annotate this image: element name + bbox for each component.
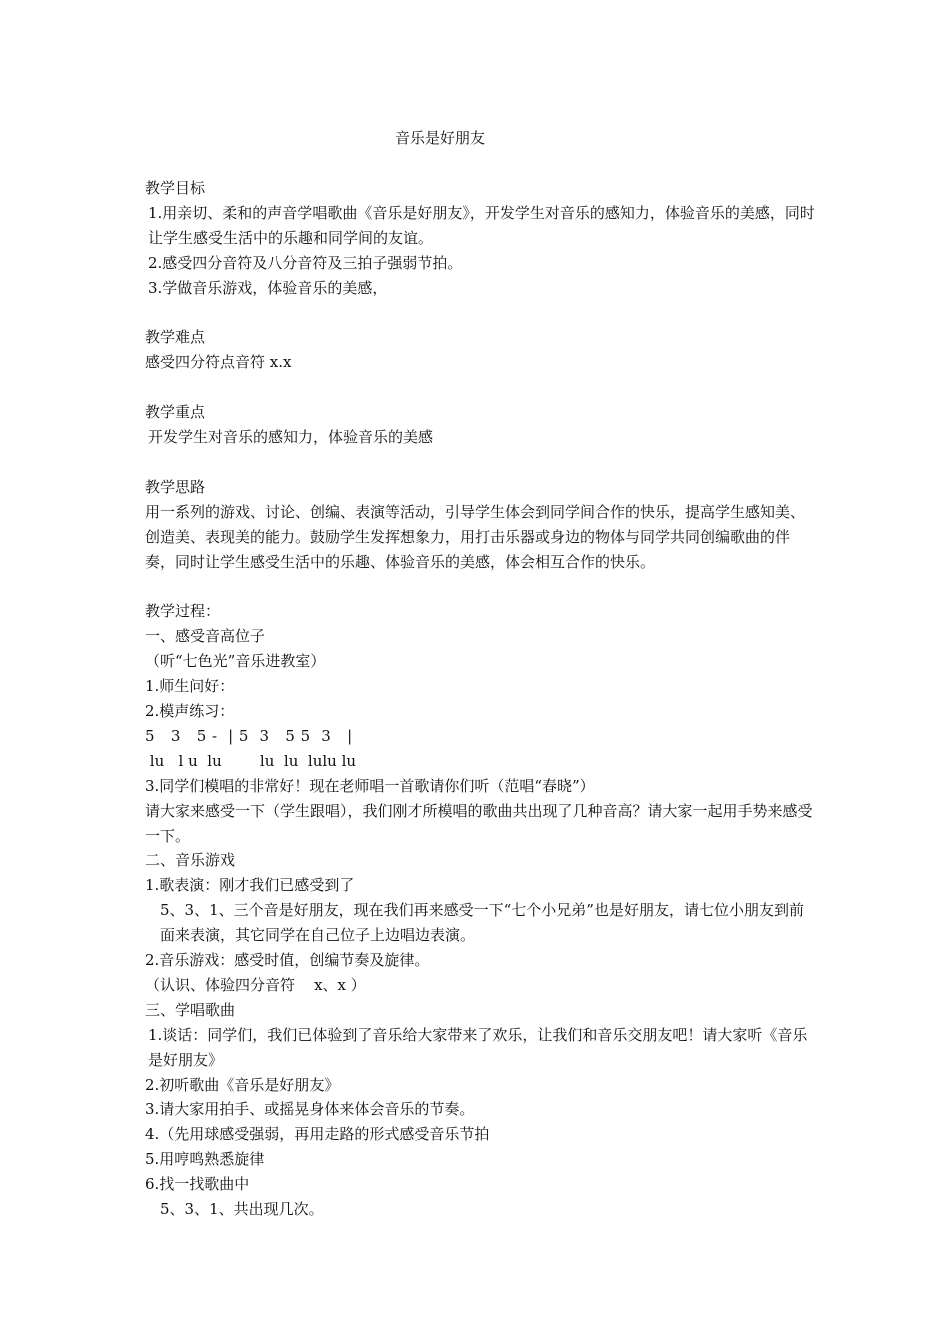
music-notation: 5 3 5 - | 5 3 5 5 3 | (145, 726, 353, 745)
part3-step-detail: 5、3、1、共出现几次。 (160, 1200, 324, 1219)
difficulty-text: 感受四分符点音符 x.x (145, 353, 292, 372)
notation-syllables: lu l u lu lu lu lulu lu (145, 751, 357, 770)
part3-title: 三、学唱歌曲 (145, 1000, 236, 1019)
keypoint-heading: 教学重点 (145, 403, 206, 422)
process-heading: 教学过程： (145, 602, 221, 621)
document-body (145, 176, 815, 1222)
part1-title: 一、感受音高位子 (145, 627, 266, 646)
part2-step-detail: 5、3、1、三个音是好朋友，现在我们再来感受一下“七个小兄弟”也是好朋友，请七位小朋友到前面来表演，其它同学在自己位子上边唱边表演。 (160, 901, 804, 945)
goals-heading: 教学目标 (145, 179, 206, 197)
part2-step: 2.音乐游戏：感受时值，创编节奏及旋律。 (145, 951, 430, 970)
part3-step: 6.找一找歌曲中 (145, 1175, 250, 1194)
part2-step-detail: （认识、体验四分音符 x、x ） (145, 975, 366, 994)
part1-step: 3.同学们模唱的非常好！现在老师唱一首歌请你们听（范唱“春晓”） (145, 776, 595, 795)
part3-step: 4.（先用球感受强弱，再用走路的形式感受音乐节拍 (145, 1125, 490, 1144)
part1-step: 2.模声练习： (145, 701, 235, 720)
part3-step: 3.请大家用拍手、或摇晃身体来体会音乐的节奏。 (145, 1100, 475, 1119)
approach-text: 用一系列的游戏、讨论、创编、表演等活动，引导学生体会到同学间合作的快乐，提高学生感知美、创造美、表现美的能力。鼓励学生发挥想象力，用打击乐器或身边的物体与同学共同创编歌曲的伴奏，同时让学生感受生活中的乐趣、体验音乐的美感，体会相互合作的快乐。 (145, 502, 806, 571)
document-title: 音乐是好朋友 (394, 129, 485, 147)
approach-heading: 教学思路 (145, 477, 206, 496)
goal-item: 3.学做音乐游戏，体验音乐的美感， (148, 278, 388, 297)
part1-step-detail: 请大家来感受一下（学生跟唱），我们刚才所模唱的歌曲共出现了几种音高？请大家一起用手势来感受一下。 (145, 801, 813, 845)
part3-step: 2.初听歌曲《音乐是好朋友》 (145, 1075, 340, 1094)
part1-note: （听“七色光”音乐进教室） (145, 652, 326, 671)
part2-title: 二、音乐游戏 (145, 851, 236, 870)
goal-item: 1.用亲切、柔和的声音学唱歌曲《音乐是好朋友》，开发学生对音乐的感知力，体验音乐的美感，同时让学生感受生活中的乐趣和同学间的友谊。 (148, 203, 815, 247)
keypoint-text: 开发学生对音乐的感知力，体验音乐的美感 (148, 428, 434, 447)
goal-item: 2.感受四分音符及八分音符及三拍子强弱节拍。 (148, 253, 463, 272)
part1-step: 1.师生问好： (145, 677, 235, 696)
part2-step: 1.歌表演：刚才我们已感受到了 (145, 876, 355, 895)
part3-step: 1.谈话：同学们，我们已体验到了音乐给大家带来了欢乐，让我们和音乐交朋友吧！请大家听《音乐是好朋友》 (148, 1025, 808, 1069)
part3-step: 5.用哼鸣熟悉旋律 (145, 1150, 265, 1169)
difficulty-heading: 教学难点 (145, 328, 206, 347)
